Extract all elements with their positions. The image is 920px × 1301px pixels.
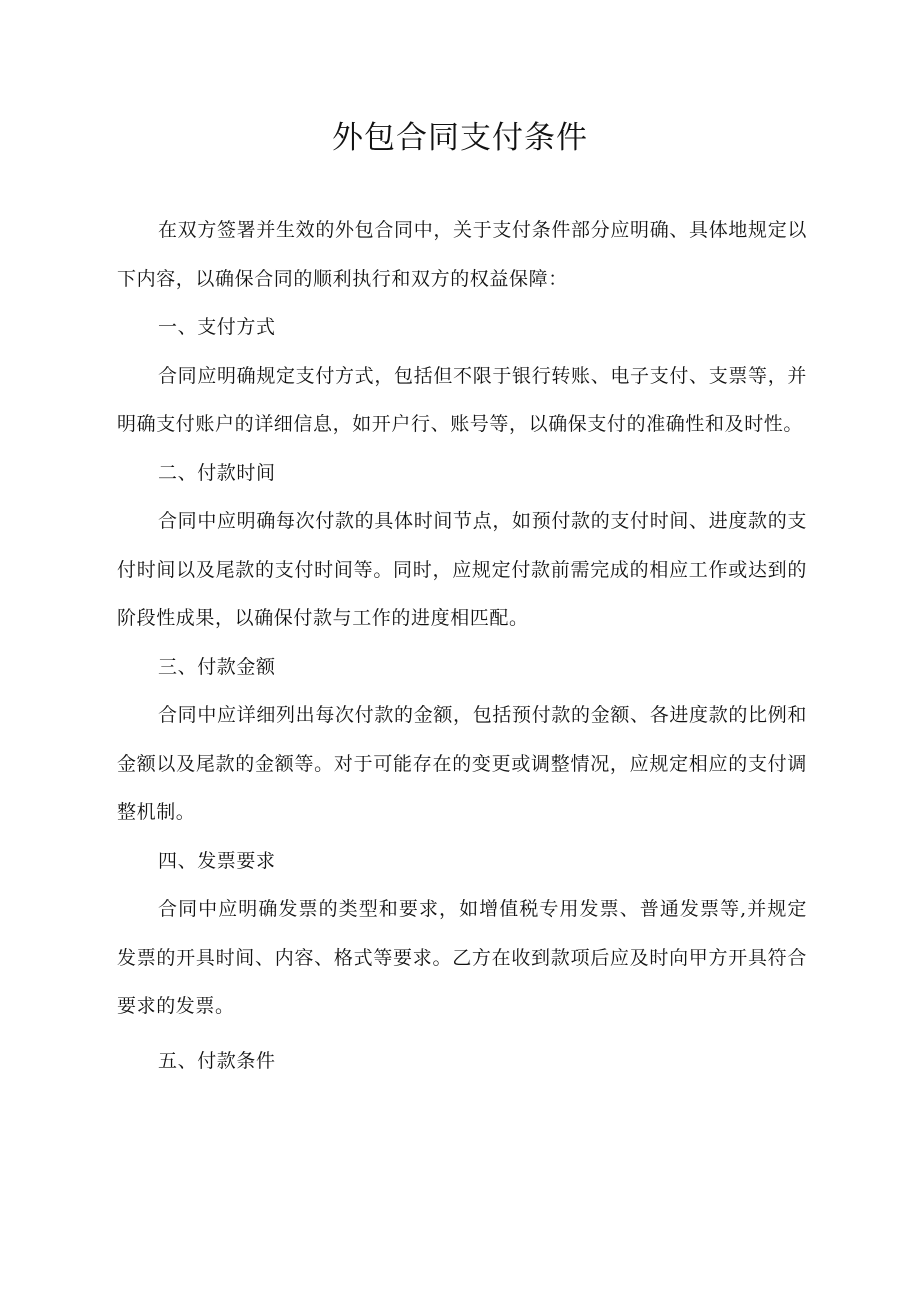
section-heading-4: 四、发票要求 — [158, 849, 276, 872]
section-heading-2: 二、付款时间 — [158, 461, 276, 484]
intro-paragraph: 在双方签署并生效的外包合同中，关于支付条件部分应明确、具体地规定以下内容，以确保合同的顺利执行和双方的权益保障： — [117, 219, 807, 290]
section-body-4: 合同中应明确发票的类型和要求，如增值税专用发票、普通发票等,并规定发票的开具时间、内容、格式等要求。乙方在收到款项后应及时向甲方开具符合要求的发票。 — [117, 898, 807, 1017]
document-body — [117, 206, 807, 1085]
section-body-3: 合同中应详细列出每次付款的金额，包括预付款的金额、各进度款的比例和金额以及尾款的金额等。对于可能存在的变更或调整情况，应规定相应的支付调整机制。 — [117, 704, 807, 823]
document-title: 外包合同支付条件 — [332, 120, 588, 156]
section-heading-1: 一、支付方式 — [158, 316, 276, 338]
section-body-1: 合同应明确规定支付方式，包括但不限于银行转账、电子支付、支票等，并明确支付账户的详细信息，如开户行、账号等，以确保支付的准确性和及时性。 — [117, 364, 807, 435]
section-heading-3: 三、付款金额 — [158, 655, 276, 678]
section-heading-5: 五、付款条件 — [158, 1049, 276, 1072]
section-body-2: 合同中应明确每次付款的具体时间节点，如预付款的支付时间、进度款的支付时间以及尾款的支付时间等。同时，应规定付款前需完成的相应工作或达到的阶段性成果，以确保付款与工作的进度相匹配。 — [117, 510, 807, 629]
